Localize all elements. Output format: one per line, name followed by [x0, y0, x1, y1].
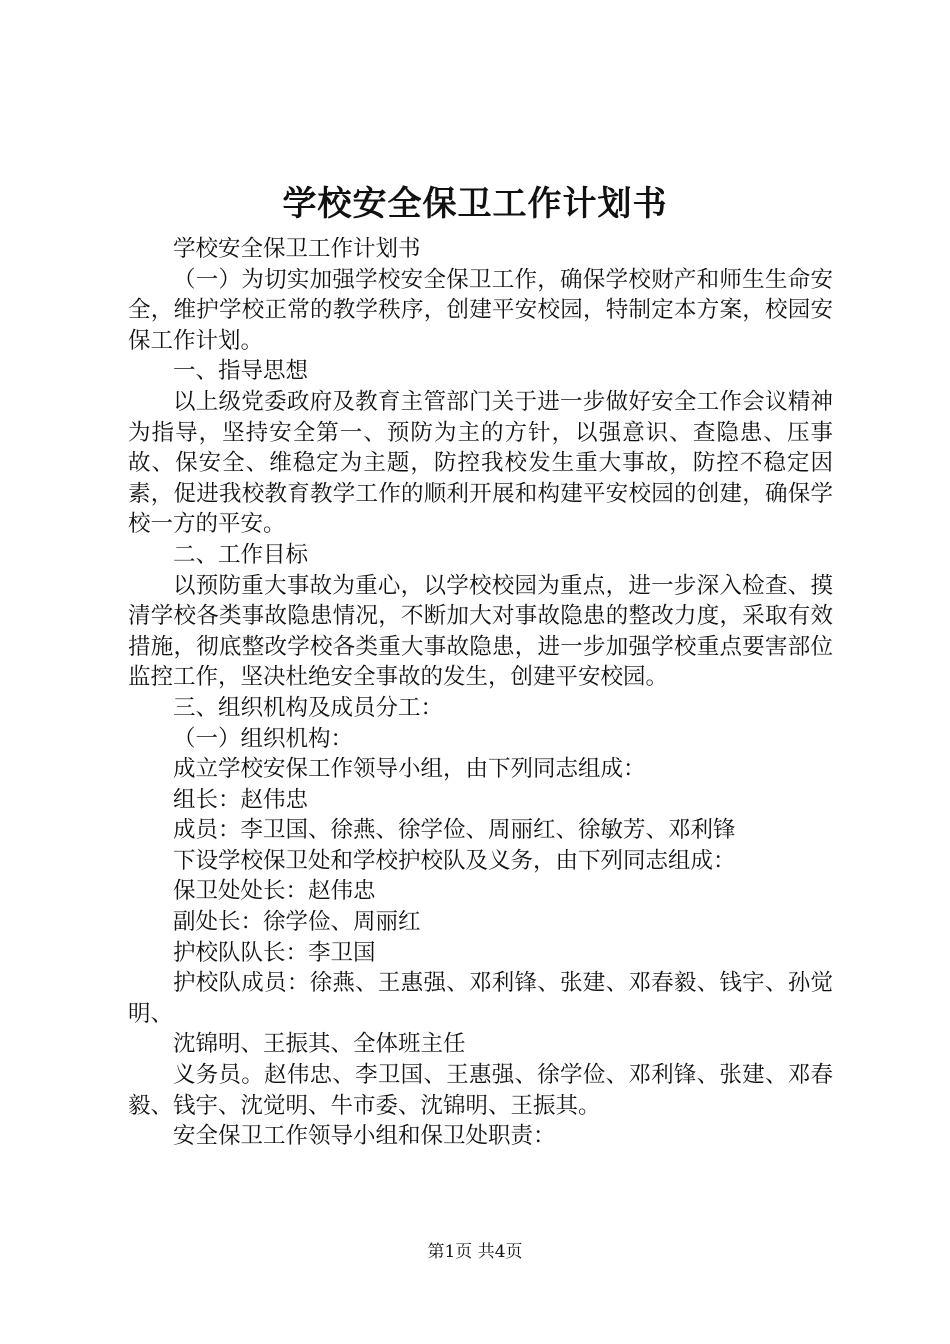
paragraph-office-chief: 保卫处处长：赵伟忠 — [173, 878, 376, 905]
subsection-heading-organization: （一）组织机构： — [173, 725, 354, 752]
paragraph-volunteers: 义务员。赵伟忠、李卫国、王惠强、徐学俭、邓利锋、张建、邓春毅、钱宇、沈觉明、牛市委、沈锦明、王振其。 — [128, 1062, 833, 1119]
paragraph-patrol-captain: 护校队队长：李卫国 — [173, 939, 376, 966]
section-heading-goals: 二、工作目标 — [173, 541, 309, 568]
page-number-footer: 第1页 共4页 — [427, 1242, 523, 1262]
document-title: 学校安全保卫工作计划书 — [282, 184, 668, 224]
paragraph-guiding: 以上级党委政府及教育主管部门关于进一步做好安全工作会议精神为指导，坚持安全第一、预防为主的方针，以强意识、查隐患、压事故、保安全、维稳定为主题，防控我校发生重大事故，防控不稳定因素，促进我校教育教学工作的顺利开展和构建平安校园的创建，确保学校一方的平安。 — [128, 388, 833, 538]
paragraph-group-leader: 组长：赵伟忠 — [173, 786, 309, 813]
document-body — [128, 234, 833, 1152]
paragraph-goals: 以预防重大事故为重心，以学校校园为重点，进一步深入检查、摸清学校各类事故隐患情况，不断加大对事故隐患的整改力度，采取有效措施，彻底整改学校各类重大事故隐患，进一步加强学校重点要害部位监控工作，坚决杜绝安全事故的发生，创建平安校园。 — [128, 572, 833, 691]
paragraph-security-office: 下设学校保卫处和学校护校队及义务，由下列同志组成： — [173, 847, 736, 874]
paragraph-patrol-members-cont: 沈锦明、王振其、全体班主任 — [173, 1031, 466, 1058]
paragraph-patrol-members: 护校队成员：徐燕、王惠强、邓利锋、张建、邓春毅、钱宇、孙觉明、 — [128, 970, 833, 1027]
paragraph-group-members: 成员：李卫国、徐燕、徐学俭、周丽红、徐敏芳、邓利锋 — [173, 817, 736, 844]
paragraph-leadership-group: 成立学校安保工作领导小组，由下列同志组成： — [173, 756, 646, 783]
paragraph-intro: （一）为切实加强学校安全保卫工作，确保学校财产和师生生命安全，维护学校正常的教学秩序，创建平安校园，特制定本方案，校园安保工作计划。 — [128, 266, 833, 354]
paragraph-heading-repeat: 学校安全保卫工作计划书 — [173, 236, 421, 262]
paragraph-deputy-chief: 副处长：徐学俭、周丽红 — [173, 909, 421, 936]
section-heading-organization: 三、组织机构及成员分工： — [173, 694, 444, 721]
section-heading-guiding: 一、指导思想 — [173, 358, 309, 385]
paragraph-duties-heading: 安全保卫工作领导小组和保卫处职责： — [173, 1123, 556, 1150]
